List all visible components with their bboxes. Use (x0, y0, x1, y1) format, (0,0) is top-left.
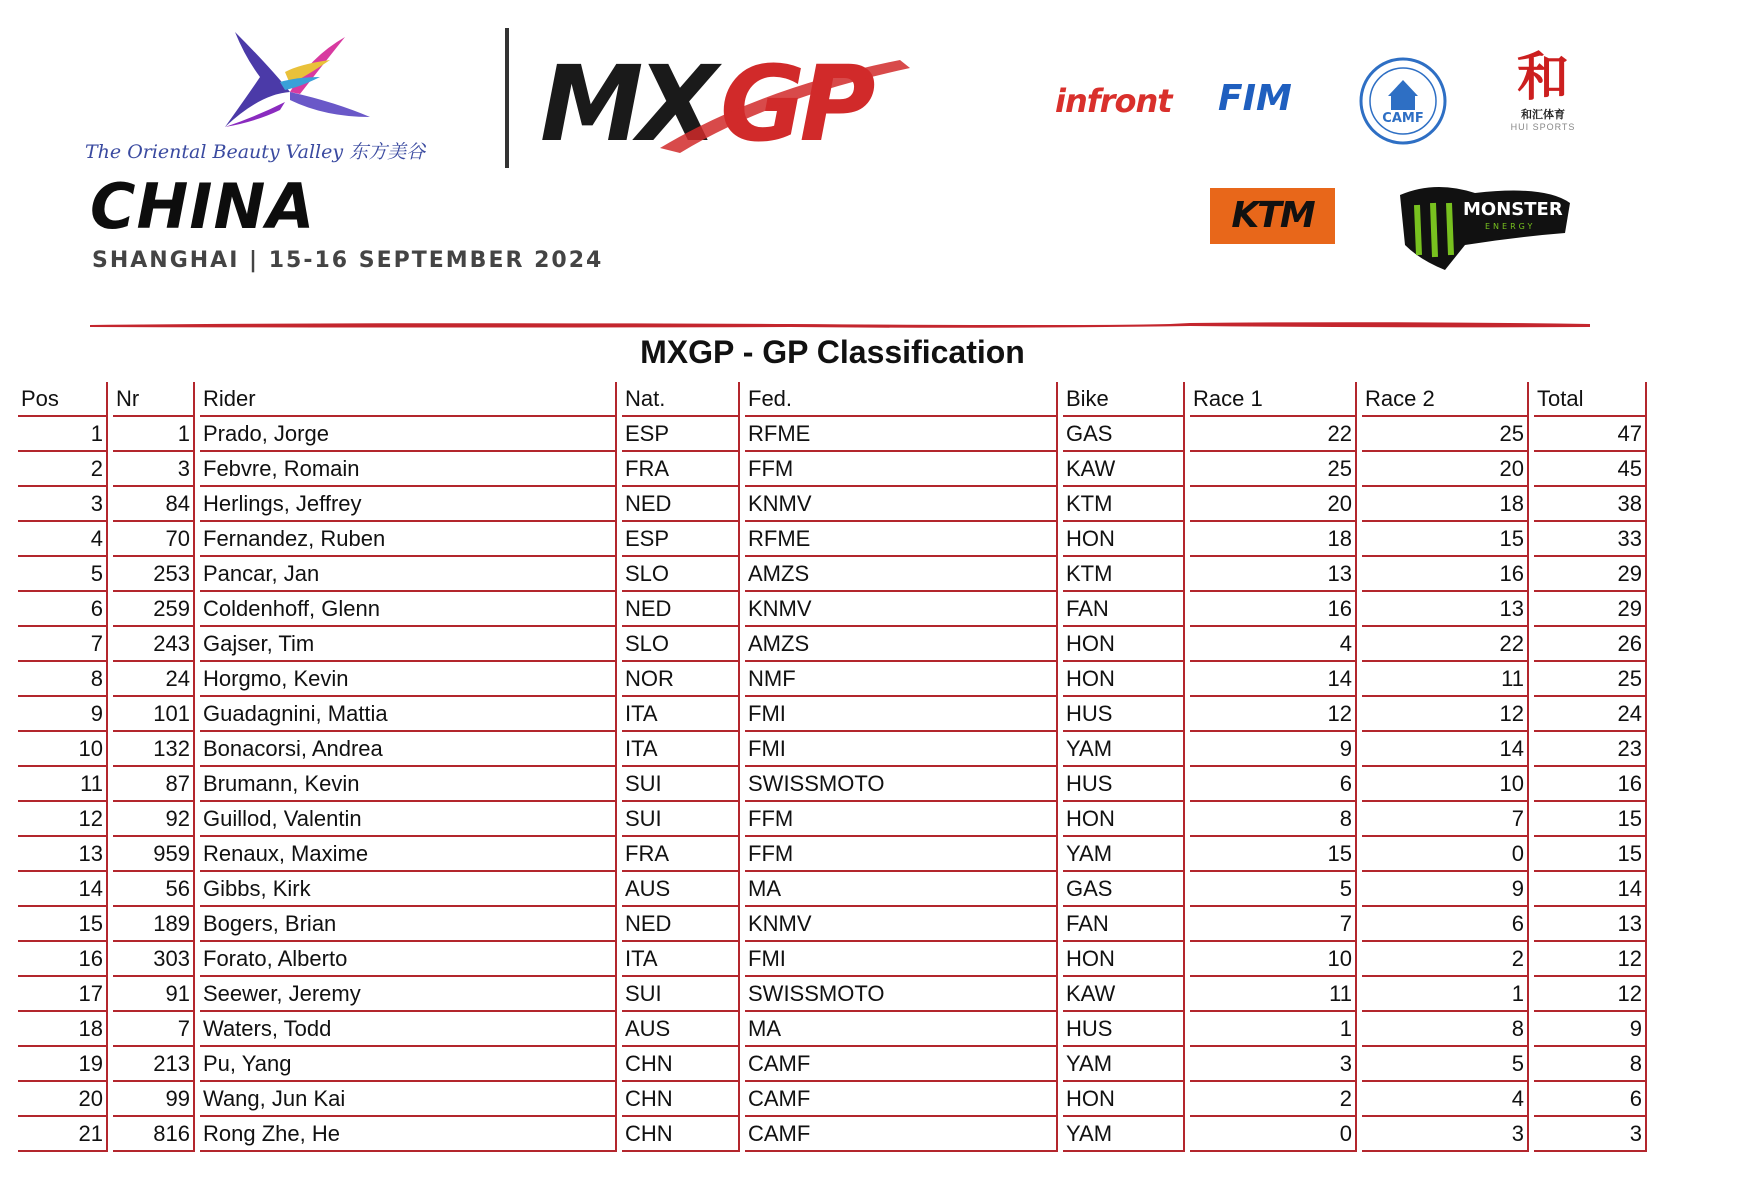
cell-total: 26 (1534, 627, 1647, 662)
cell-race2: 13 (1362, 592, 1529, 627)
cell-bike: KAW (1063, 452, 1185, 487)
cell-nat: CHN (622, 1047, 740, 1082)
cell-nat: SUI (622, 802, 740, 837)
cell-nr: 70 (113, 522, 195, 557)
cell-nat: ESP (622, 522, 740, 557)
cell-race2: 16 (1362, 557, 1529, 592)
cell-nr: 56 (113, 872, 195, 907)
cell-total: 47 (1534, 417, 1647, 452)
cell-race1: 10 (1190, 942, 1357, 977)
cell-pos: 6 (18, 592, 108, 627)
cell-bike: GAS (1063, 872, 1185, 907)
cell-bike: KTM (1063, 487, 1185, 522)
cell-bike: HUS (1063, 697, 1185, 732)
cell-fed: CAMF (745, 1082, 1058, 1117)
hui-sports-glyph: 和 (1516, 47, 1569, 108)
header-divider (505, 28, 509, 168)
cell-total: 13 (1534, 907, 1647, 942)
column-header-nr: Nr (113, 382, 195, 417)
cell-race2: 10 (1362, 767, 1529, 802)
cell-rider: Febvre, Romain (200, 452, 617, 487)
cell-race1: 6 (1190, 767, 1357, 802)
cell-bike: FAN (1063, 592, 1185, 627)
red-brush-divider (90, 320, 1590, 330)
cell-rider: Forato, Alberto (200, 942, 617, 977)
cell-fed: FFM (745, 452, 1058, 487)
monster-label: MONSTER (1463, 199, 1563, 220)
table-header-row (18, 382, 1647, 417)
cell-fed: AMZS (745, 557, 1058, 592)
table-row (18, 487, 1647, 522)
table-row (18, 767, 1647, 802)
cell-total: 15 (1534, 802, 1647, 837)
table-row (18, 1047, 1647, 1082)
cell-bike: HON (1063, 942, 1185, 977)
cell-race1: 8 (1190, 802, 1357, 837)
monster-energy-logo (1395, 175, 1575, 273)
cell-nr: 87 (113, 767, 195, 802)
cell-rider: Bonacorsi, Andrea (200, 732, 617, 767)
cell-pos: 1 (18, 417, 108, 452)
classification-table (13, 382, 1652, 1152)
cell-nr: 91 (113, 977, 195, 1012)
cell-fed: KNMV (745, 592, 1058, 627)
column-header-pos: Pos (18, 382, 108, 417)
cell-race2: 8 (1362, 1012, 1529, 1047)
cell-fed: RFME (745, 417, 1058, 452)
table-row (18, 837, 1647, 872)
cell-bike: HUS (1063, 1012, 1185, 1047)
cell-race1: 1 (1190, 1012, 1357, 1047)
oriental-star-icon (85, 22, 485, 137)
cell-total: 16 (1534, 767, 1647, 802)
cell-race2: 15 (1362, 522, 1529, 557)
cell-bike: HON (1063, 662, 1185, 697)
camf-label: CAMF (1382, 111, 1424, 126)
cell-nr: 101 (113, 697, 195, 732)
camf-emblem-icon (1358, 56, 1448, 146)
cell-nr: 959 (113, 837, 195, 872)
cell-rider: Guillod, Valentin (200, 802, 617, 837)
column-header-bike: Bike (1063, 382, 1185, 417)
cell-pos: 4 (18, 522, 108, 557)
cell-total: 45 (1534, 452, 1647, 487)
cell-bike: YAM (1063, 1117, 1185, 1152)
cell-total: 15 (1534, 837, 1647, 872)
event-subtitle: SHANGHAI | 15-16 SEPTEMBER 2024 (92, 248, 604, 273)
cell-nr: 24 (113, 662, 195, 697)
cell-bike: HON (1063, 802, 1185, 837)
cell-bike: YAM (1063, 1047, 1185, 1082)
cell-total: 3 (1534, 1117, 1647, 1152)
table-row (18, 417, 1647, 452)
cell-race2: 14 (1362, 732, 1529, 767)
cell-pos: 12 (18, 802, 108, 837)
cell-total: 8 (1534, 1047, 1647, 1082)
table-row (18, 662, 1647, 697)
cell-rider: Guadagnini, Mattia (200, 697, 617, 732)
cell-nr: 84 (113, 487, 195, 522)
infront-logo: infront (1055, 82, 1172, 120)
cell-nat: SLO (622, 557, 740, 592)
cell-total: 12 (1534, 977, 1647, 1012)
cell-fed: MA (745, 1012, 1058, 1047)
cell-total: 25 (1534, 662, 1647, 697)
page-header (0, 0, 1740, 345)
cell-race2: 18 (1362, 487, 1529, 522)
cell-nr: 243 (113, 627, 195, 662)
cell-total: 9 (1534, 1012, 1647, 1047)
cell-fed: KNMV (745, 907, 1058, 942)
cell-pos: 18 (18, 1012, 108, 1047)
cell-race1: 14 (1190, 662, 1357, 697)
cell-total: 23 (1534, 732, 1647, 767)
table-body (18, 417, 1647, 1152)
cell-total: 29 (1534, 592, 1647, 627)
cell-bike: KTM (1063, 557, 1185, 592)
cell-nat: CHN (622, 1117, 740, 1152)
cell-fed: FFM (745, 802, 1058, 837)
cell-total: 29 (1534, 557, 1647, 592)
hui-sports-logo (1508, 47, 1578, 152)
hui-sports-chinese: 和汇体育 (1521, 109, 1565, 121)
cell-race1: 3 (1190, 1047, 1357, 1082)
cell-race1: 11 (1190, 977, 1357, 1012)
hui-sports-english: HUI SPORTS (1510, 122, 1576, 132)
cell-nat: NED (622, 487, 740, 522)
column-header-nat: Nat. (622, 382, 740, 417)
cell-pos: 14 (18, 872, 108, 907)
cell-pos: 7 (18, 627, 108, 662)
cell-fed: FFM (745, 837, 1058, 872)
cell-nr: 7 (113, 1012, 195, 1047)
cell-nat: NED (622, 592, 740, 627)
cell-fed: FMI (745, 942, 1058, 977)
cell-fed: KNMV (745, 487, 1058, 522)
cell-race2: 3 (1362, 1117, 1529, 1152)
cell-nat: NOR (622, 662, 740, 697)
event-title: CHINA (90, 170, 316, 243)
cell-nr: 213 (113, 1047, 195, 1082)
cell-rider: Waters, Todd (200, 1012, 617, 1047)
cell-bike: FAN (1063, 907, 1185, 942)
cell-total: 33 (1534, 522, 1647, 557)
cell-nat: ITA (622, 732, 740, 767)
cell-race1: 2 (1190, 1082, 1357, 1117)
cell-race2: 0 (1362, 837, 1529, 872)
column-header-total: Total (1534, 382, 1647, 417)
cell-rider: Seewer, Jeremy (200, 977, 617, 1012)
cell-total: 12 (1534, 942, 1647, 977)
table-row (18, 1082, 1647, 1117)
table-row (18, 522, 1647, 557)
cell-pos: 11 (18, 767, 108, 802)
cell-race1: 7 (1190, 907, 1357, 942)
ktm-logo: KTM (1210, 188, 1335, 244)
cell-fed: AMZS (745, 627, 1058, 662)
table-row (18, 452, 1647, 487)
cell-race1: 15 (1190, 837, 1357, 872)
cell-bike: KAW (1063, 977, 1185, 1012)
cell-race2: 22 (1362, 627, 1529, 662)
cell-nat: CHN (622, 1082, 740, 1117)
column-header-rider: Rider (200, 382, 617, 417)
cell-nat: ITA (622, 697, 740, 732)
cell-race2: 5 (1362, 1047, 1529, 1082)
cell-race1: 4 (1190, 627, 1357, 662)
cell-rider: Brumann, Kevin (200, 767, 617, 802)
table-row (18, 697, 1647, 732)
table-row (18, 592, 1647, 627)
cell-fed: FMI (745, 732, 1058, 767)
cell-race2: 20 (1362, 452, 1529, 487)
cell-nat: FRA (622, 452, 740, 487)
cell-race1: 25 (1190, 452, 1357, 487)
oriental-tagline: The Oriental Beauty Valley 东方美谷 (85, 141, 426, 163)
cell-pos: 9 (18, 697, 108, 732)
cell-race2: 2 (1362, 942, 1529, 977)
cell-race1: 9 (1190, 732, 1357, 767)
cell-rider: Gibbs, Kirk (200, 872, 617, 907)
cell-rider: Gajser, Tim (200, 627, 617, 662)
cell-nat: ESP (622, 417, 740, 452)
cell-nr: 3 (113, 452, 195, 487)
column-header-race2: Race 2 (1362, 382, 1529, 417)
cell-bike: HUS (1063, 767, 1185, 802)
cell-rider: Pu, Yang (200, 1047, 617, 1082)
oriental-beauty-valley-logo (85, 22, 485, 172)
cell-race1: 22 (1190, 417, 1357, 452)
cell-race2: 1 (1362, 977, 1529, 1012)
cell-pos: 8 (18, 662, 108, 697)
cell-race2: 7 (1362, 802, 1529, 837)
cell-nat: NED (622, 907, 740, 942)
table-row (18, 557, 1647, 592)
cell-nr: 189 (113, 907, 195, 942)
cell-pos: 3 (18, 487, 108, 522)
cell-nr: 1 (113, 417, 195, 452)
camf-logo (1358, 56, 1448, 146)
cell-race2: 25 (1362, 417, 1529, 452)
cell-nr: 99 (113, 1082, 195, 1117)
table-row (18, 627, 1647, 662)
cell-nr: 259 (113, 592, 195, 627)
table-row (18, 802, 1647, 837)
cell-race1: 20 (1190, 487, 1357, 522)
cell-rider: Renaux, Maxime (200, 837, 617, 872)
fim-logo: FIM (1218, 78, 1292, 119)
cell-nr: 816 (113, 1117, 195, 1152)
cell-nat: ITA (622, 942, 740, 977)
table-row (18, 907, 1647, 942)
table-row (18, 1012, 1647, 1047)
cell-fed: FMI (745, 697, 1058, 732)
cell-race2: 9 (1362, 872, 1529, 907)
cell-fed: RFME (745, 522, 1058, 557)
table-row (18, 732, 1647, 767)
cell-pos: 19 (18, 1047, 108, 1082)
page-title: MXGP - GP Classification (640, 334, 1025, 370)
svg-text:GP: GP (720, 48, 870, 158)
cell-nr: 92 (113, 802, 195, 837)
table-row (18, 1117, 1647, 1152)
cell-bike: HON (1063, 522, 1185, 557)
cell-race1: 16 (1190, 592, 1357, 627)
cell-total: 14 (1534, 872, 1647, 907)
column-header-fed: Fed. (745, 382, 1058, 417)
cell-fed: NMF (745, 662, 1058, 697)
cell-race1: 0 (1190, 1117, 1357, 1152)
table-row (18, 977, 1647, 1012)
cell-pos: 13 (18, 837, 108, 872)
cell-pos: 17 (18, 977, 108, 1012)
cell-pos: 16 (18, 942, 108, 977)
cell-pos: 2 (18, 452, 108, 487)
cell-fed: SWISSMOTO (745, 767, 1058, 802)
cell-race2: 4 (1362, 1082, 1529, 1117)
cell-race2: 11 (1362, 662, 1529, 697)
cell-rider: Bogers, Brian (200, 907, 617, 942)
cell-pos: 20 (18, 1082, 108, 1117)
cell-total: 6 (1534, 1082, 1647, 1117)
cell-pos: 5 (18, 557, 108, 592)
cell-pos: 21 (18, 1117, 108, 1152)
cell-fed: SWISSMOTO (745, 977, 1058, 1012)
column-header-race1: Race 1 (1190, 382, 1357, 417)
cell-pos: 15 (18, 907, 108, 942)
cell-nat: SUI (622, 767, 740, 802)
cell-fed: CAMF (745, 1117, 1058, 1152)
cell-fed: MA (745, 872, 1058, 907)
cell-nr: 132 (113, 732, 195, 767)
cell-nat: AUS (622, 1012, 740, 1047)
cell-bike: YAM (1063, 732, 1185, 767)
mxgp-logo (540, 48, 920, 158)
cell-bike: GAS (1063, 417, 1185, 452)
cell-rider: Rong Zhe, He (200, 1117, 617, 1152)
cell-pos: 10 (18, 732, 108, 767)
cell-rider: Herlings, Jeffrey (200, 487, 617, 522)
cell-nat: SUI (622, 977, 740, 1012)
cell-nat: SLO (622, 627, 740, 662)
table-row (18, 942, 1647, 977)
cell-nr: 253 (113, 557, 195, 592)
cell-total: 38 (1534, 487, 1647, 522)
cell-race2: 6 (1362, 907, 1529, 942)
cell-nr: 303 (113, 942, 195, 977)
cell-rider: Pancar, Jan (200, 557, 617, 592)
cell-bike: YAM (1063, 837, 1185, 872)
cell-rider: Prado, Jorge (200, 417, 617, 452)
cell-rider: Fernandez, Ruben (200, 522, 617, 557)
cell-total: 24 (1534, 697, 1647, 732)
svg-text:MX: MX (540, 48, 712, 158)
cell-race1: 12 (1190, 697, 1357, 732)
cell-race1: 18 (1190, 522, 1357, 557)
cell-rider: Wang, Jun Kai (200, 1082, 617, 1117)
cell-fed: CAMF (745, 1047, 1058, 1082)
cell-rider: Horgmo, Kevin (200, 662, 617, 697)
cell-nat: FRA (622, 837, 740, 872)
cell-rider: Coldenhoff, Glenn (200, 592, 617, 627)
cell-bike: HON (1063, 1082, 1185, 1117)
cell-bike: HON (1063, 627, 1185, 662)
cell-nat: AUS (622, 872, 740, 907)
cell-race1: 13 (1190, 557, 1357, 592)
cell-race2: 12 (1362, 697, 1529, 732)
table-row (18, 872, 1647, 907)
monster-energy-label: ENERGY (1485, 222, 1536, 231)
cell-race1: 5 (1190, 872, 1357, 907)
